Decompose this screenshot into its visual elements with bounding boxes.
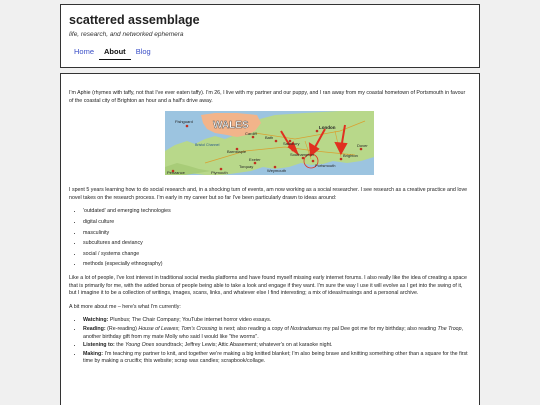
map-label-bristol-channel: Bristol Channel (194, 143, 219, 148)
reading-title-2: Tom's Crossing (181, 325, 218, 332)
reading-item (83, 326, 469, 341)
site-title[interactable]: scattered assemblage (69, 13, 200, 27)
list-item: • social / systems change (83, 251, 469, 259)
listening-item (83, 342, 469, 350)
list-item: • masculinity (83, 230, 469, 238)
map-label-dover: Dover (356, 143, 368, 149)
interests-list (79, 208, 469, 269)
main-nav (69, 47, 156, 60)
map-label-penzance: Penzance (166, 170, 185, 176)
map-label-salisbury: Salisbury (282, 141, 299, 147)
listening-label: Listening to: (83, 342, 115, 349)
map-label-weymouth: Weymouth (266, 168, 286, 174)
map-label-torquay: Torquay (238, 164, 253, 170)
map-label-brighton: Brighton (342, 153, 358, 159)
map-label-barnstaple: Barnstaple (226, 149, 246, 155)
map-label-london: London (318, 125, 335, 131)
map-label-plymouth: Plymouth (210, 170, 228, 176)
currently-list (79, 317, 469, 366)
watching-text: Plunbus; The Chair Company; YouTube internet horror video essays. (109, 317, 272, 324)
listening-title: Young Ones (125, 342, 155, 349)
reading-text-3: is next; also reading a copy of (218, 325, 289, 332)
reading-title-4: The Troop (437, 325, 462, 332)
list-item: • digital culture (83, 219, 469, 227)
map-label-exeter: Exeter (248, 157, 261, 163)
site-tagline: life, research, and networked ephemera (69, 31, 184, 38)
watching-item (83, 317, 469, 325)
reading-text-5: , another birthday gift from my mate Molly who said I would like "the worms". (83, 325, 464, 340)
reading-title-3: Nostradamus (290, 325, 322, 332)
reading-title-1: House of Leaves (138, 325, 179, 332)
listening-text-1: soundtrack; Jeffrey Lewis; Attic Abasement; whatever's on at karaoke night. (155, 342, 333, 349)
research-paragraph: I spent 5 years learning how to do social research and, in a shocking turn of events, am now working as a social researcher. I see research as a creative practice and love novel takes on the research process. I'm early in my career but so far I've been particularly drawn to ideas around: (69, 187, 468, 201)
map-label-wales: WALES (212, 120, 249, 132)
about-content (60, 73, 480, 405)
list-item: • methods (especially ethnography) (83, 261, 469, 269)
site-header (60, 4, 480, 68)
listening-text-0: the (116, 342, 124, 349)
making-label: Making: (83, 350, 104, 357)
nav-blog-link[interactable]: Blog (135, 47, 151, 56)
map-label-fishguard: Fishguard (174, 119, 193, 125)
making-item (83, 351, 469, 366)
forums-paragraph: Like a lot of people, I've lost interest in traditional social media platforms and have found myself missing early internet forums. I also really like the idea of creating a space that is primarily for me, with the added bonus of people being able to take a look and engage if they want. I'm sure the way I use it will evolve as I get into the swing of it, but I imagine it to be a collection of writings, images, scans, links, and whatever else I find interesting; a mix of ideas/musings and a personal archive. (69, 274, 467, 297)
reading-text-2: ; (178, 325, 180, 332)
reading-label: Reading: (83, 325, 106, 332)
reading-text-4: my pal Dee got me for my birthday; also reading (323, 325, 437, 332)
map-image (165, 111, 374, 175)
map-label-bath: Bath (264, 135, 273, 141)
reading-text-1: (Re-reading) (107, 325, 137, 332)
map-label-southampton: Southampton (289, 152, 314, 158)
currently-intro: A bit more about me – here's what I'm currently: (69, 303, 181, 310)
making-text: I'm teaching my partner to knit, and together we're making a big knitted blanket; I'm also being brave and knitting something other than a square for the first time by making a crucifix; this website; scrap wax candles; scrapbook/collage. (83, 350, 468, 365)
intro-paragraph: I'm Aphie (rhymes with taffy, not that I've ever eaten taffy). I'm 26, I live with my partner and our puppy, and I ran away from my coastal hometown of Portsmouth in favour of the coastal city of Brighton an hour and a half's drive away. (69, 90, 466, 104)
map-label-cardiff: Cardiff (244, 131, 257, 137)
watching-label: Watching: (83, 317, 109, 324)
list-item: • subcultures and deviancy (83, 240, 469, 248)
nav-about-link[interactable]: About (99, 47, 131, 60)
map-label-portsmouth: Portsmouth (314, 163, 335, 169)
nav-home-link[interactable]: Home (74, 47, 95, 56)
list-item: • 'outdated' and emerging technologies (83, 208, 469, 216)
